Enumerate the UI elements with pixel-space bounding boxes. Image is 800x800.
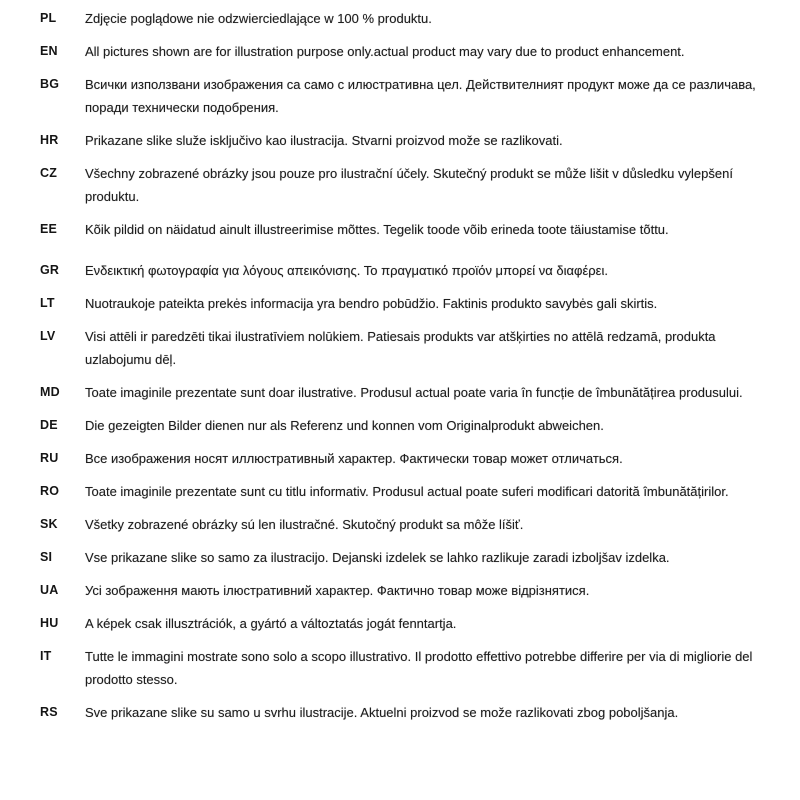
language-code: PL bbox=[40, 11, 57, 25]
disclaimer-rows bbox=[40, 7, 800, 724]
disclaimer-row bbox=[40, 701, 800, 724]
disclaimer-text: Zdjęcie poglądowe nie odzwierciedlające w 100 % produktu. bbox=[85, 11, 432, 26]
disclaimer-text: All pictures shown are for illustration purpose only.actual product may vary due to product enhancement. bbox=[85, 44, 685, 59]
disclaimer-text: Tutte le immagini mostrate sono solo a scopo illustrativo. Il prodotto effettivo potrebbe differire per via di migliorie del prodotto stesso. bbox=[85, 649, 753, 687]
language-code: IT bbox=[40, 649, 52, 663]
disclaimer-text: Toate imaginile prezentate sunt cu titlu informativ. Produsul actual poate suferi modificari datorită îmbunătățirilor. bbox=[85, 484, 729, 499]
disclaimer-row bbox=[40, 40, 800, 63]
language-code: SI bbox=[40, 550, 53, 564]
disclaimer-text: Všechny zobrazené obrázky jsou pouze pro ilustrační účely. Skutečný produkt se může lišit v důsledku vylepšení produktu. bbox=[85, 166, 733, 204]
disclaimer-text: Ενδεικτική φωτογραφία για λόγους απεικόνισης. Το πραγματικό προϊόν μπορεί να διαφέρει. bbox=[85, 263, 608, 278]
disclaimer-row bbox=[40, 381, 800, 404]
disclaimer-row bbox=[40, 73, 800, 119]
disclaimer-row bbox=[40, 447, 800, 470]
language-code: EN bbox=[40, 44, 58, 58]
disclaimer-row bbox=[40, 7, 800, 30]
language-code: RS bbox=[40, 705, 58, 719]
disclaimer-text: Toate imaginile prezentate sunt doar ilustrative. Produsul actual poate varia în funcție de îmbunătățirea produsului. bbox=[85, 385, 743, 400]
language-code: RU bbox=[40, 451, 59, 465]
language-code: HR bbox=[40, 133, 59, 147]
disclaimer-row bbox=[40, 292, 800, 315]
disclaimer-row bbox=[40, 162, 800, 208]
language-code: UA bbox=[40, 583, 59, 597]
disclaimer-row bbox=[40, 645, 800, 691]
disclaimer-text: Все изображения носят иллюстративный характер. Фактически товар может отличаться. bbox=[85, 451, 623, 466]
language-code: LT bbox=[40, 296, 55, 310]
disclaimer-text: Die gezeigten Bilder dienen nur als Referenz und konnen vom Originalprodukt abweichen. bbox=[85, 418, 604, 433]
disclaimer-text: Vse prikazane slike so samo za ilustracijo. Dejanski izdelek se lahko razlikuje zaradi izboljšav izdelka. bbox=[85, 550, 670, 565]
disclaimer-text: A képek csak illusztrációk, a gyártó a változtatás jogát fenntartja. bbox=[85, 616, 457, 631]
language-code: RO bbox=[40, 484, 60, 498]
disclaimer-row bbox=[40, 218, 800, 241]
disclaimer-text: Sve prikazane slike su samo u svrhu ilustracije. Aktuelni proizvod se može razlikovati zbog poboljšanja. bbox=[85, 705, 679, 720]
language-code: LV bbox=[40, 329, 56, 343]
language-code: CZ bbox=[40, 166, 58, 180]
language-code: HU bbox=[40, 616, 59, 630]
disclaimer-row bbox=[40, 480, 800, 503]
language-code: MD bbox=[40, 385, 60, 399]
disclaimer-text: Nuotraukoje pateikta prekės informacija yra bendro pobūdžio. Faktinis produkto savybės gali skirtis. bbox=[85, 296, 658, 311]
disclaimer-row bbox=[40, 612, 800, 635]
language-code: DE bbox=[40, 418, 58, 432]
language-code: SK bbox=[40, 517, 58, 531]
disclaimer-text: Kõik pildid on näidatud ainult illustreerimise mõttes. Tegelik toode võib erineda toote täiustamise tõttu. bbox=[85, 222, 669, 237]
disclaimer-text: Všetky zobrazené obrázky sú len ilustračné. Skutočný produkt sa môže líšiť. bbox=[85, 517, 524, 532]
disclaimer-row bbox=[40, 546, 800, 569]
disclaimer-row bbox=[40, 579, 800, 602]
language-code: EE bbox=[40, 222, 58, 236]
disclaimer-row bbox=[40, 513, 800, 536]
disclaimer-row bbox=[40, 414, 800, 437]
disclaimer-row bbox=[40, 129, 800, 152]
language-code: BG bbox=[40, 77, 60, 91]
disclaimer-text: Visi attēli ir paredzēti tikai ilustratīviem nolūkiem. Patiesais produkts var atšķirties no attēlā redzamā, produkta uzlabojumu dēļ. bbox=[85, 329, 716, 367]
disclaimer-text: Всички използвани изображения са само с илюстративна цел. Действителният продукт може да се различава, поради технически подобрения. bbox=[85, 77, 756, 115]
language-code: GR bbox=[40, 263, 60, 277]
disclaimer-text: Усі зображення мають ілюстративний характер. Фактично товар може відрізнятися. bbox=[85, 583, 590, 598]
disclaimer-text: Prikazane slike služe isključivo kao ilustracija. Stvarni proizvod može se razlikovati. bbox=[85, 133, 563, 148]
disclaimer-row bbox=[40, 325, 800, 371]
disclaimer-row bbox=[40, 259, 800, 282]
